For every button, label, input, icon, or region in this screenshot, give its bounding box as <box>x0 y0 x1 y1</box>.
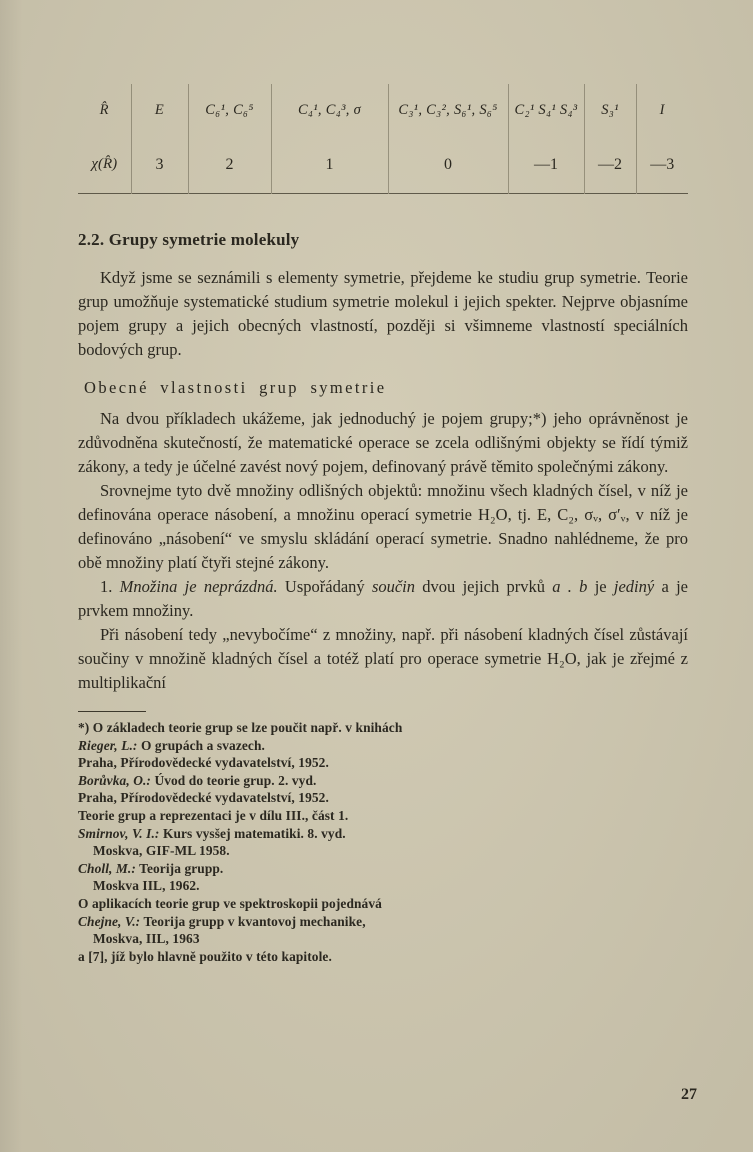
footnote-text: Praha, Přírodovědecké vydavatelství, 1952. <box>78 755 329 771</box>
paragraph-closure: Při násobení tedy „nevybočíme“ z množiny, např. při násobení kladných čísel zůstávají součiny v množině kladných čísel a totéž platí pro operace symetrie H₂O, jak je zřejmé z multiplikační <box>78 625 688 692</box>
footnote-line <box>78 719 688 737</box>
axiom-number: 1. <box>100 577 120 596</box>
footnote-text: Úvod do teorie grup. 2. vyd. <box>151 772 317 788</box>
footnote-text: Kurs vysšej matematiki. 8. vyd. <box>159 825 346 841</box>
footnote-line <box>78 842 688 860</box>
page-content <box>78 0 688 965</box>
footnote-text: Moskva, IIL, 1963 <box>93 931 200 947</box>
footnote-line <box>78 877 688 895</box>
subsection-heading: Obecné vlastnosti grup symetrie <box>84 378 387 397</box>
footnote-text: O grupách a svazech. <box>137 737 265 753</box>
footnote-text: *) O základech teorie grup se lze poučit např. v knihách <box>78 720 403 735</box>
table-value-cell: —3 <box>650 155 675 173</box>
footnote-text: Praha, Přírodovědecké vydavatelství, 1952. <box>78 790 329 806</box>
paragraph-intro: Když jsme se seznámili s elementy symetrie, přejdeme ke studiu grup symetrie. Teorie grup umožňuje systematické studium symetrie molekul i jejich spekter. Nejprve objasníme pojem grupy a jejich obecných vlastností, později si všimneme vlastností speciálních bodových grup. <box>78 268 688 359</box>
footnote-line <box>78 895 688 913</box>
table-value-cell: —2 <box>584 136 636 194</box>
table-value-row <box>78 136 688 194</box>
table-header-cell: R̂ <box>78 84 131 136</box>
page-number: 27 <box>681 1086 697 1103</box>
footnote-line <box>78 754 688 772</box>
table-value-cell: —1 <box>508 136 584 194</box>
table-header-cell: I <box>659 101 665 118</box>
table-row-label: χ(R̂) <box>78 136 131 194</box>
footnote-text: Teorija grupp v kvantovoj mechanike, <box>140 913 366 929</box>
footnote-author: Choll, M.: <box>78 860 136 876</box>
footnote-author: Smirnov, V. I.: <box>78 825 160 841</box>
table-value-cell: 1 <box>271 136 388 194</box>
footnote-author: Borůvka, O.: <box>78 772 151 788</box>
axiom-text: je <box>587 577 614 596</box>
axiom-term: a . b <box>552 577 588 596</box>
footnote-line <box>78 930 688 948</box>
axiom-text: a je prvkem množiny. <box>78 577 688 620</box>
footnote-line <box>78 860 688 878</box>
table-value-cell: 2 <box>188 136 271 194</box>
footnote-line <box>78 772 688 790</box>
axiom-text: Uspořádaný <box>277 577 372 596</box>
paragraph-examples: Na dvou příkladech ukážeme, jak jednoduchý je pojem grupy;*) jeho oprávněnost je zdůvodněna skutečností, že matematické operace se zcela odlišnými objekty se řídí týmiž zákony, a tedy je účelné zavést nový pojem, definovaný právě těmito společnými zákony. <box>78 409 688 476</box>
footnote-text: O aplikacích teorie grup ve spektroskopii pojednává <box>78 895 382 911</box>
table-header-row <box>78 84 688 136</box>
table-header-cell: C₃¹, C₃², S₆¹, S₆⁵ <box>388 84 508 136</box>
paragraph-axiom-1 <box>78 575 688 623</box>
table-header-cell: C₄¹, C₄³, σ <box>271 84 388 136</box>
footnote-line <box>78 737 688 755</box>
axiom-text: dvou jejich prvků <box>415 577 553 596</box>
table-header-cell: C₂¹ S₄¹ S₄³ <box>508 84 584 136</box>
section-heading: 2.2. Grupy symetrie molekuly <box>78 230 300 249</box>
footnote-line <box>78 789 688 807</box>
axiom-statement: Množina je neprázdná. <box>119 577 278 596</box>
table-header-cell: E <box>131 84 188 136</box>
axiom-term: součin <box>371 577 416 596</box>
footnote-text: Moskva, GIF-ML 1958. <box>93 843 230 859</box>
footnote-text: a [7], jíž bylo hlavně použito v této kapitole. <box>78 948 332 964</box>
table-header-cell: S₃¹ <box>584 84 636 136</box>
character-table <box>78 84 688 194</box>
table-value-cell: 0 <box>388 136 508 194</box>
footnote-text: Teorie grup a reprezentaci je v dílu III., část 1. <box>78 807 349 823</box>
footnote-author: Rieger, L.: <box>78 737 138 753</box>
footnote-line <box>78 807 688 825</box>
table-header-cell: C₆¹, C₆⁵ <box>188 84 271 136</box>
footnote-separator <box>78 711 146 712</box>
footnote-author: Chejne, V.: <box>78 913 141 929</box>
table-value-cell: 3 <box>131 136 188 194</box>
footnote-line <box>78 913 688 931</box>
footnote-block <box>78 719 688 965</box>
footnote-text: Teorija grupp. <box>135 860 224 876</box>
paragraph-comparison: Srovnejme tyto dvě množiny odlišných objektů: množinu všech kladných čísel, v níž je definována operace násobení, a množinu operací symetrie H₂O, tj. E, C₂, σᵥ, σ′ᵥ, v níž je definováno „násobení“ ve smyslu skládání operací symetrie. Snadno nahlédneme, že pro obě množiny platí čtyři stejné zákony. <box>78 481 688 572</box>
footnote-text: Moskva IIL, 1962. <box>93 878 200 894</box>
axiom-term: jediný <box>613 577 655 596</box>
footnote-line <box>78 948 688 966</box>
footnote-line <box>78 825 688 843</box>
